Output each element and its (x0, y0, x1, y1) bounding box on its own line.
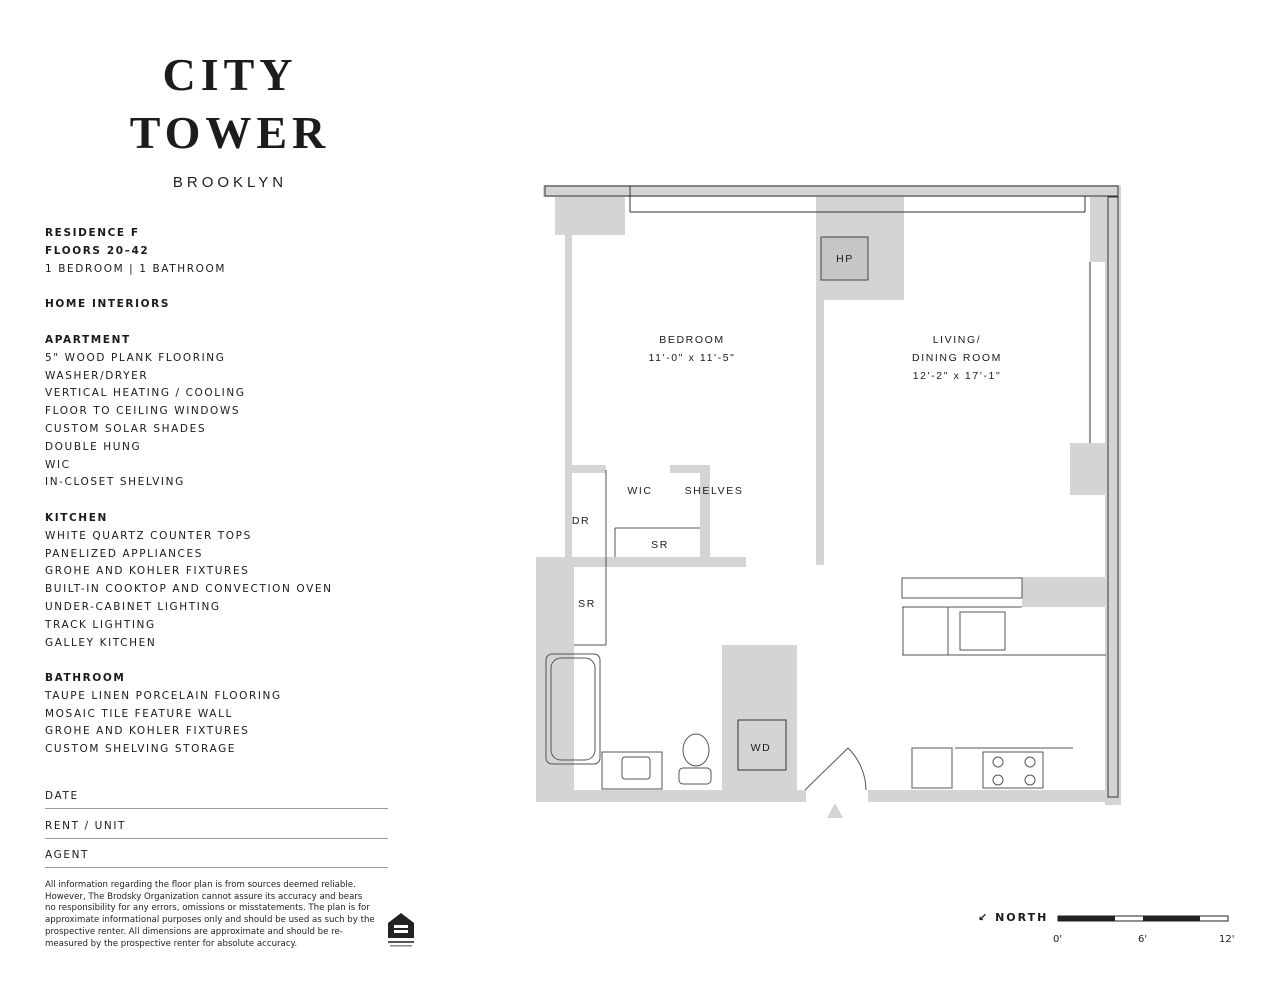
residence-floors: FLOORS 20–42 (45, 244, 150, 257)
list-item: TRACK LIGHTING (45, 618, 156, 631)
list-item: PANELIZED APPLIANCES (45, 547, 203, 560)
rent-field: RENT / UNIT (45, 820, 388, 839)
sr-label-1: SR (651, 539, 669, 551)
section-heading: APARTMENT (45, 334, 131, 346)
list-item: VERTICAL HEATING / COOLING (45, 387, 246, 400)
living-label: LIVING/ (932, 334, 982, 346)
shelves-label: SHELVES (684, 485, 744, 497)
section-heading: KITCHEN (45, 512, 108, 524)
dr-label: DR (571, 515, 591, 527)
list-item: IN-CLOSET SHELVING (45, 476, 185, 489)
brand-logo-tower: TOWER (129, 107, 331, 158)
living-dimensions: 12'-2" x 17'-1" (912, 370, 1002, 382)
list-item: DOUBLE HUNG (45, 440, 142, 453)
disclaimer: All information regarding the floor plan is from sources deemed reliable. However, The Brodsky Organization cannot assure its accuracy and bears no responsibility for any errors, omissions or misstatements. The plan is for approximate informational purposes only and should be used as such by the prospective renter. All dimensions are approximate and should be re-measured by the prospective renter for absolute accuracy. (45, 880, 375, 949)
list-item: GROHE AND KOHLER FIXTURES (45, 565, 250, 578)
list-item: GALLEY KITCHEN (45, 636, 157, 649)
brand-logo-brooklyn: BROOKLYN (172, 174, 288, 191)
list-item: WHITE QUARTZ COUNTER TOPS (45, 529, 252, 542)
scale-label-0: 0' (1053, 934, 1063, 945)
sr-label-2: SR (578, 598, 596, 610)
north-label: NORTH (995, 911, 1049, 924)
brand-logo-city: CITY (162, 49, 298, 100)
list-item: UNDER-CABINET LIGHTING (45, 600, 221, 613)
dining-label: DINING ROOM (912, 352, 1002, 364)
bedroom-dimensions: 11'-0" x 11'-5" (648, 352, 736, 364)
list-item: GROHE AND KOHLER FIXTURES (45, 725, 250, 738)
section-heading: BATHROOM (45, 672, 126, 684)
list-item: BUILT-IN COOKTOP AND CONVECTION OVEN (45, 583, 333, 596)
agent-field: AGENT (45, 849, 388, 868)
scale-bar (1058, 916, 1228, 921)
list-item: FLOOR TO CEILING WINDOWS (45, 405, 241, 418)
residence-layout: 1 BEDROOM | 1 BATHROOM (45, 262, 227, 275)
date-field: DATE (45, 790, 388, 809)
bedroom-label: BEDROOM (659, 334, 725, 346)
list-item: WASHER/DRYER (45, 369, 149, 382)
list-item: TAUPE LINEN PORCELAIN FLOORING (45, 689, 282, 702)
north-indicator (978, 911, 1048, 924)
list-item: WIC (45, 458, 71, 471)
list-item: CUSTOM SOLAR SHADES (45, 422, 207, 435)
list-item: CUSTOM SHELVING STORAGE (45, 743, 237, 756)
fixtures (546, 237, 1106, 790)
list-item: MOSAIC TILE FEATURE WALL (45, 707, 233, 720)
hp-label: HP (836, 253, 854, 265)
scale-label-12: 12' (1219, 934, 1235, 945)
home-interiors-heading: HOME INTERIORS (45, 298, 170, 310)
scale-label-6: 6' (1138, 934, 1148, 945)
residence-name: RESIDENCE F (45, 227, 140, 239)
wd-label: WD (750, 742, 772, 754)
north-arrow-icon: ↙ (978, 911, 990, 924)
wic-label: WIC (627, 485, 653, 497)
list-item: 5" WOOD PLANK FLOORING (45, 351, 226, 364)
